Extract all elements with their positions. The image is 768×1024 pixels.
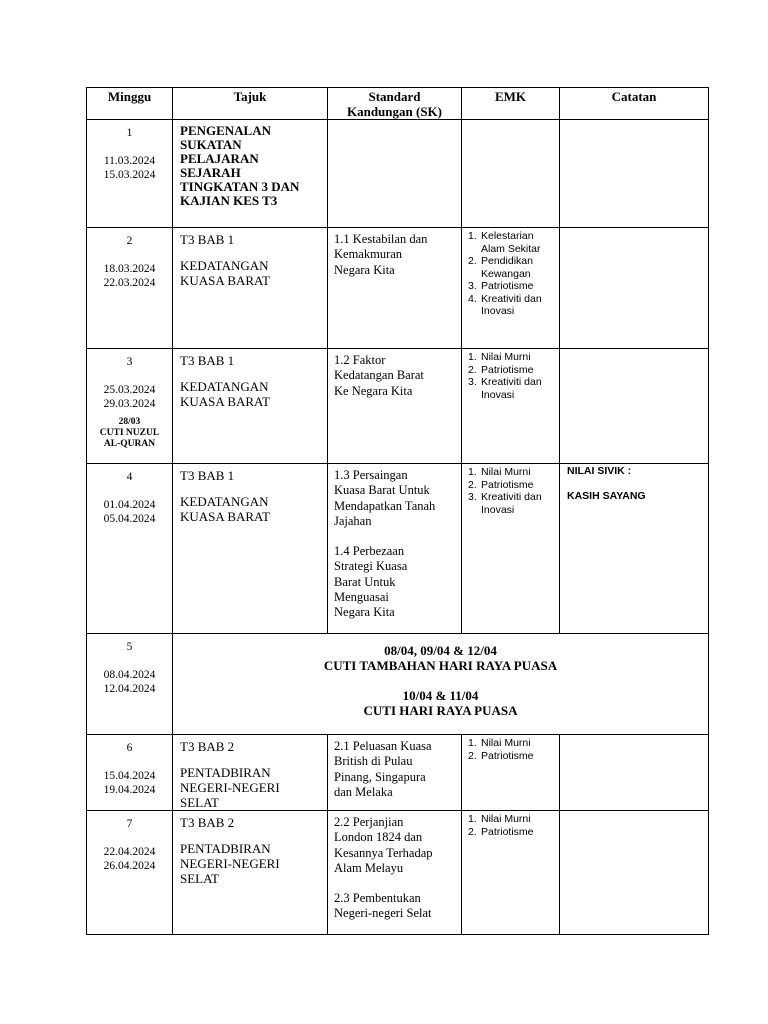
holiday-merged-cell xyxy=(173,634,709,735)
emk-number: 2. xyxy=(468,255,477,267)
chapter-title-line: PENTADBIRAN xyxy=(180,841,271,856)
week-end-date: 26.04.2024 xyxy=(103,860,156,872)
emk-number: 3. xyxy=(468,491,477,503)
catatan-cell xyxy=(560,735,709,811)
chapter-title xyxy=(180,765,321,810)
emk-item xyxy=(468,737,557,750)
tajuk-line: KAJIAN KES T3 xyxy=(180,193,278,208)
emk-number: 2. xyxy=(468,478,477,491)
week-row xyxy=(87,349,709,464)
tajuk-cell xyxy=(173,228,328,349)
chapter-title-line: SELAT xyxy=(180,795,219,810)
emk-item xyxy=(468,280,557,293)
sk-line: Negeri-negeri Selat xyxy=(334,906,432,921)
chapter-title-line: NEGERI-NEGERI xyxy=(180,856,280,871)
sk-line: Alam Melayu xyxy=(334,860,404,875)
emk-line: Kreativiti dan xyxy=(481,292,542,305)
emk-text xyxy=(481,376,542,401)
sk-item xyxy=(334,468,457,529)
standard-kandungan-cell xyxy=(328,228,462,349)
emk-line: Kelestarian xyxy=(481,230,534,242)
emk-text xyxy=(481,293,542,318)
sk-line: Negara Kita xyxy=(334,605,395,620)
emk-line: Nilai Murni xyxy=(481,466,531,478)
chapter-title-line: SELAT xyxy=(180,871,219,886)
header-standard-kandungan xyxy=(328,88,462,120)
emk-text xyxy=(481,230,541,255)
holiday-note-line: CUTI NUZUL xyxy=(99,428,160,438)
sk-line: 1.1 Kestabilan dan xyxy=(334,232,428,246)
catatan-cell xyxy=(560,120,709,228)
chapter-title-line: PENTADBIRAN xyxy=(180,765,271,780)
catatan-cell xyxy=(560,464,709,634)
emk-number: 3. xyxy=(468,376,477,388)
emk-number: 1. xyxy=(468,466,477,478)
tajuk-cell xyxy=(173,120,328,228)
sk-line: Kedatangan Barat xyxy=(334,368,424,383)
sk-item xyxy=(334,891,457,922)
sk-item xyxy=(334,739,457,800)
chapter-title-line: KEDATANGAN xyxy=(180,258,269,273)
header-tajuk: Tajuk xyxy=(173,88,328,120)
emk-line: Patriotisme xyxy=(481,280,534,292)
week-row xyxy=(87,735,709,811)
week-number: 2 xyxy=(126,235,133,247)
week-end-date: 12.04.2024 xyxy=(103,683,156,695)
emk-number: 1. xyxy=(468,230,477,242)
holiday-line: 10/04 & 11/04 xyxy=(402,688,479,703)
sk-item xyxy=(334,815,457,876)
sk-line: 2.2 Perjanjian xyxy=(334,815,404,829)
emk-line: Patriotisme xyxy=(481,749,534,762)
sk-line: Kuasa Barat Untuk xyxy=(334,483,430,498)
sk-line: Jajahan xyxy=(334,513,372,528)
emk-item xyxy=(468,293,557,318)
tajuk-line: PELAJARAN xyxy=(180,151,259,166)
emk-line: Alam Sekitar xyxy=(481,242,541,255)
week-start-date: 25.03.2024 xyxy=(103,384,156,396)
week-cell xyxy=(87,634,173,735)
emk-cell xyxy=(462,120,560,228)
sk-item xyxy=(334,544,457,620)
week-number: 4 xyxy=(126,471,133,483)
emk-line: Nilai Murni xyxy=(481,813,531,825)
chapter-title-line: KUASA BARAT xyxy=(180,273,270,288)
standard-kandungan-cell xyxy=(328,735,462,811)
week-end-date: 22.03.2024 xyxy=(103,277,156,289)
emk-text xyxy=(481,280,534,293)
sk-line: Strategi Kuasa xyxy=(334,559,408,574)
emk-text xyxy=(481,364,534,377)
week-start-date: 11.03.2024 xyxy=(103,155,156,167)
emk-text xyxy=(481,737,531,750)
week-cell xyxy=(87,811,173,935)
week-end-date: 15.03.2024 xyxy=(103,169,156,181)
week-cell xyxy=(87,735,173,811)
holiday-note-line: 28/03 xyxy=(118,417,141,427)
sk-line: London 1824 dan xyxy=(334,830,423,845)
week-row xyxy=(87,464,709,634)
sk-line: Mendapatkan Tanah xyxy=(334,498,436,513)
emk-item xyxy=(468,230,557,255)
week-cell xyxy=(87,120,173,228)
emk-text xyxy=(481,491,542,516)
standard-kandungan-cell xyxy=(328,120,462,228)
standard-kandungan-cell xyxy=(328,349,462,464)
catatan-cell xyxy=(560,811,709,935)
week-number: 5 xyxy=(126,641,133,653)
emk-number: 1. xyxy=(468,813,477,825)
standard-kandungan-cell xyxy=(328,811,462,935)
tajuk-cell xyxy=(173,349,328,464)
week-number: 1 xyxy=(126,127,133,139)
spacer xyxy=(173,673,708,688)
emk-cell xyxy=(462,464,560,634)
week-row xyxy=(87,634,709,735)
week-row xyxy=(87,120,709,228)
header-emk: EMK xyxy=(462,88,560,120)
chapter-title-line: KEDATANGAN xyxy=(180,494,269,509)
sk-line: 2.3 Pembentukan xyxy=(334,891,421,906)
chapter-code: T3 BAB 1 xyxy=(180,353,235,368)
emk-line: Inovasi xyxy=(481,388,515,401)
tajuk-line: SUKATAN xyxy=(180,137,242,152)
header-catatan: Catatan xyxy=(560,88,709,120)
emk-line: Patriotisme xyxy=(481,478,534,491)
emk-text xyxy=(481,255,533,280)
week-end-date: 05.04.2024 xyxy=(103,513,156,525)
emk-number: 3. xyxy=(468,280,477,292)
emk-line: Kewangan xyxy=(481,267,531,280)
week-end-date: 29.03.2024 xyxy=(103,398,156,410)
sk-line: dan Melaka xyxy=(334,784,393,799)
sk-item xyxy=(334,232,457,278)
tajuk-line: TINGKATAN 3 DAN xyxy=(180,179,300,194)
emk-line: Patriotisme xyxy=(481,825,534,838)
chapter-code: T3 BAB 2 xyxy=(180,815,235,830)
emk-item xyxy=(468,255,557,280)
header-row xyxy=(87,88,709,120)
emk-number: 4. xyxy=(468,292,477,305)
sk-line: 1.3 Persaingan xyxy=(334,468,408,482)
holiday-line: 08/04, 09/04 & 12/04 xyxy=(384,643,497,658)
emk-number: 2. xyxy=(468,749,477,762)
chapter-code: T3 BAB 1 xyxy=(180,232,235,247)
chapter-title-line: KUASA BARAT xyxy=(180,509,270,524)
week-cell xyxy=(87,349,173,464)
header-sk-line1: Standard xyxy=(368,89,421,104)
emk-item xyxy=(468,351,557,364)
chapter-title xyxy=(180,258,321,288)
sk-line: Negara Kita xyxy=(334,262,395,277)
sk-line: Barat Untuk xyxy=(334,574,396,589)
tajuk-cell xyxy=(173,811,328,935)
emk-text xyxy=(481,750,534,763)
sk-item xyxy=(334,353,457,399)
emk-line: Inovasi xyxy=(481,305,515,317)
catatan-label: NILAI SIVIK : xyxy=(567,465,632,477)
sk-line: 1.4 Perbezaan xyxy=(334,544,405,559)
emk-text xyxy=(481,826,534,839)
tajuk-cell xyxy=(173,464,328,634)
emk-item xyxy=(468,813,557,826)
week-row xyxy=(87,811,709,935)
holiday-note-line: AL-QURAN xyxy=(103,439,156,449)
week-start-date: 08.04.2024 xyxy=(103,669,156,681)
emk-item xyxy=(468,479,557,492)
tajuk-cell xyxy=(173,735,328,811)
emk-cell xyxy=(462,228,560,349)
emk-line: Kreativiti dan xyxy=(481,491,542,503)
week-start-date: 01.04.2024 xyxy=(103,499,156,511)
emk-item xyxy=(468,491,557,516)
header-sk-line2: Kandungan (SK) xyxy=(346,104,442,119)
chapter-title-line: KUASA BARAT xyxy=(180,394,270,409)
week-row xyxy=(87,228,709,349)
emk-cell xyxy=(462,811,560,935)
standard-kandungan-cell xyxy=(328,464,462,634)
week-cell xyxy=(87,228,173,349)
emk-item xyxy=(468,376,557,401)
emk-item xyxy=(468,750,557,763)
sk-line: 1.2 Faktor xyxy=(334,353,386,367)
emk-number: 2. xyxy=(468,363,477,376)
emk-number: 1. xyxy=(468,737,477,749)
emk-text xyxy=(481,479,534,492)
chapter-code: T3 BAB 2 xyxy=(180,739,235,754)
sk-line: Ke Negara Kita xyxy=(334,383,413,398)
chapter-title-line: NEGERI-NEGERI xyxy=(180,780,280,795)
chapter-title xyxy=(180,379,321,409)
emk-item xyxy=(468,466,557,479)
sk-line: Kemakmuran xyxy=(334,247,403,262)
sk-line: Menguasai xyxy=(334,590,389,605)
tajuk-line: PENGENALAN xyxy=(180,123,272,138)
emk-item xyxy=(468,364,557,377)
catatan-value: KASIH SAYANG xyxy=(567,489,646,502)
header-minggu: Minggu xyxy=(87,88,173,120)
week-number: 3 xyxy=(126,356,133,368)
emk-text xyxy=(481,466,531,479)
emk-line: Kreativiti dan xyxy=(481,376,542,388)
catatan-cell xyxy=(560,228,709,349)
emk-text xyxy=(481,351,531,364)
emk-line: Nilai Murni xyxy=(481,737,531,749)
sk-line: 2.1 Peluasan Kuasa xyxy=(334,739,432,753)
chapter-title-line: KEDATANGAN xyxy=(180,379,269,394)
tajuk-line: SEJARAH xyxy=(180,165,241,180)
emk-line: Nilai Murni xyxy=(481,351,531,363)
sk-line: Kesannya Terhadap xyxy=(334,845,433,860)
emk-line: Inovasi xyxy=(481,503,515,516)
week-cell xyxy=(87,464,173,634)
emk-text xyxy=(481,813,531,826)
sk-line: Pinang, Singapura xyxy=(334,769,426,784)
week-start-date: 22.04.2024 xyxy=(103,846,156,858)
week-start-date: 15.04.2024 xyxy=(103,770,156,782)
week-end-date: 19.04.2024 xyxy=(103,784,156,796)
emk-number: 1. xyxy=(468,351,477,363)
catatan-cell xyxy=(560,349,709,464)
emk-number: 2. xyxy=(468,825,477,838)
chapter-title xyxy=(180,494,321,524)
week-start-date: 18.03.2024 xyxy=(103,263,156,275)
emk-cell xyxy=(462,349,560,464)
sk-line: British di Pulau xyxy=(334,754,413,769)
holiday-line: CUTI TAMBAHAN HARI RAYA PUASA xyxy=(323,658,558,673)
emk-cell xyxy=(462,735,560,811)
teaching-plan-table xyxy=(86,87,709,935)
holiday-line: CUTI HARI RAYA PUASA xyxy=(363,703,518,718)
emk-line: Patriotisme xyxy=(481,363,534,376)
week-number: 7 xyxy=(126,818,133,830)
week-number: 6 xyxy=(126,742,133,754)
emk-item xyxy=(468,826,557,839)
chapter-code: T3 BAB 1 xyxy=(180,468,235,483)
emk-line: Pendidikan xyxy=(481,255,533,267)
holiday-note xyxy=(87,417,172,450)
chapter-title xyxy=(180,841,321,886)
